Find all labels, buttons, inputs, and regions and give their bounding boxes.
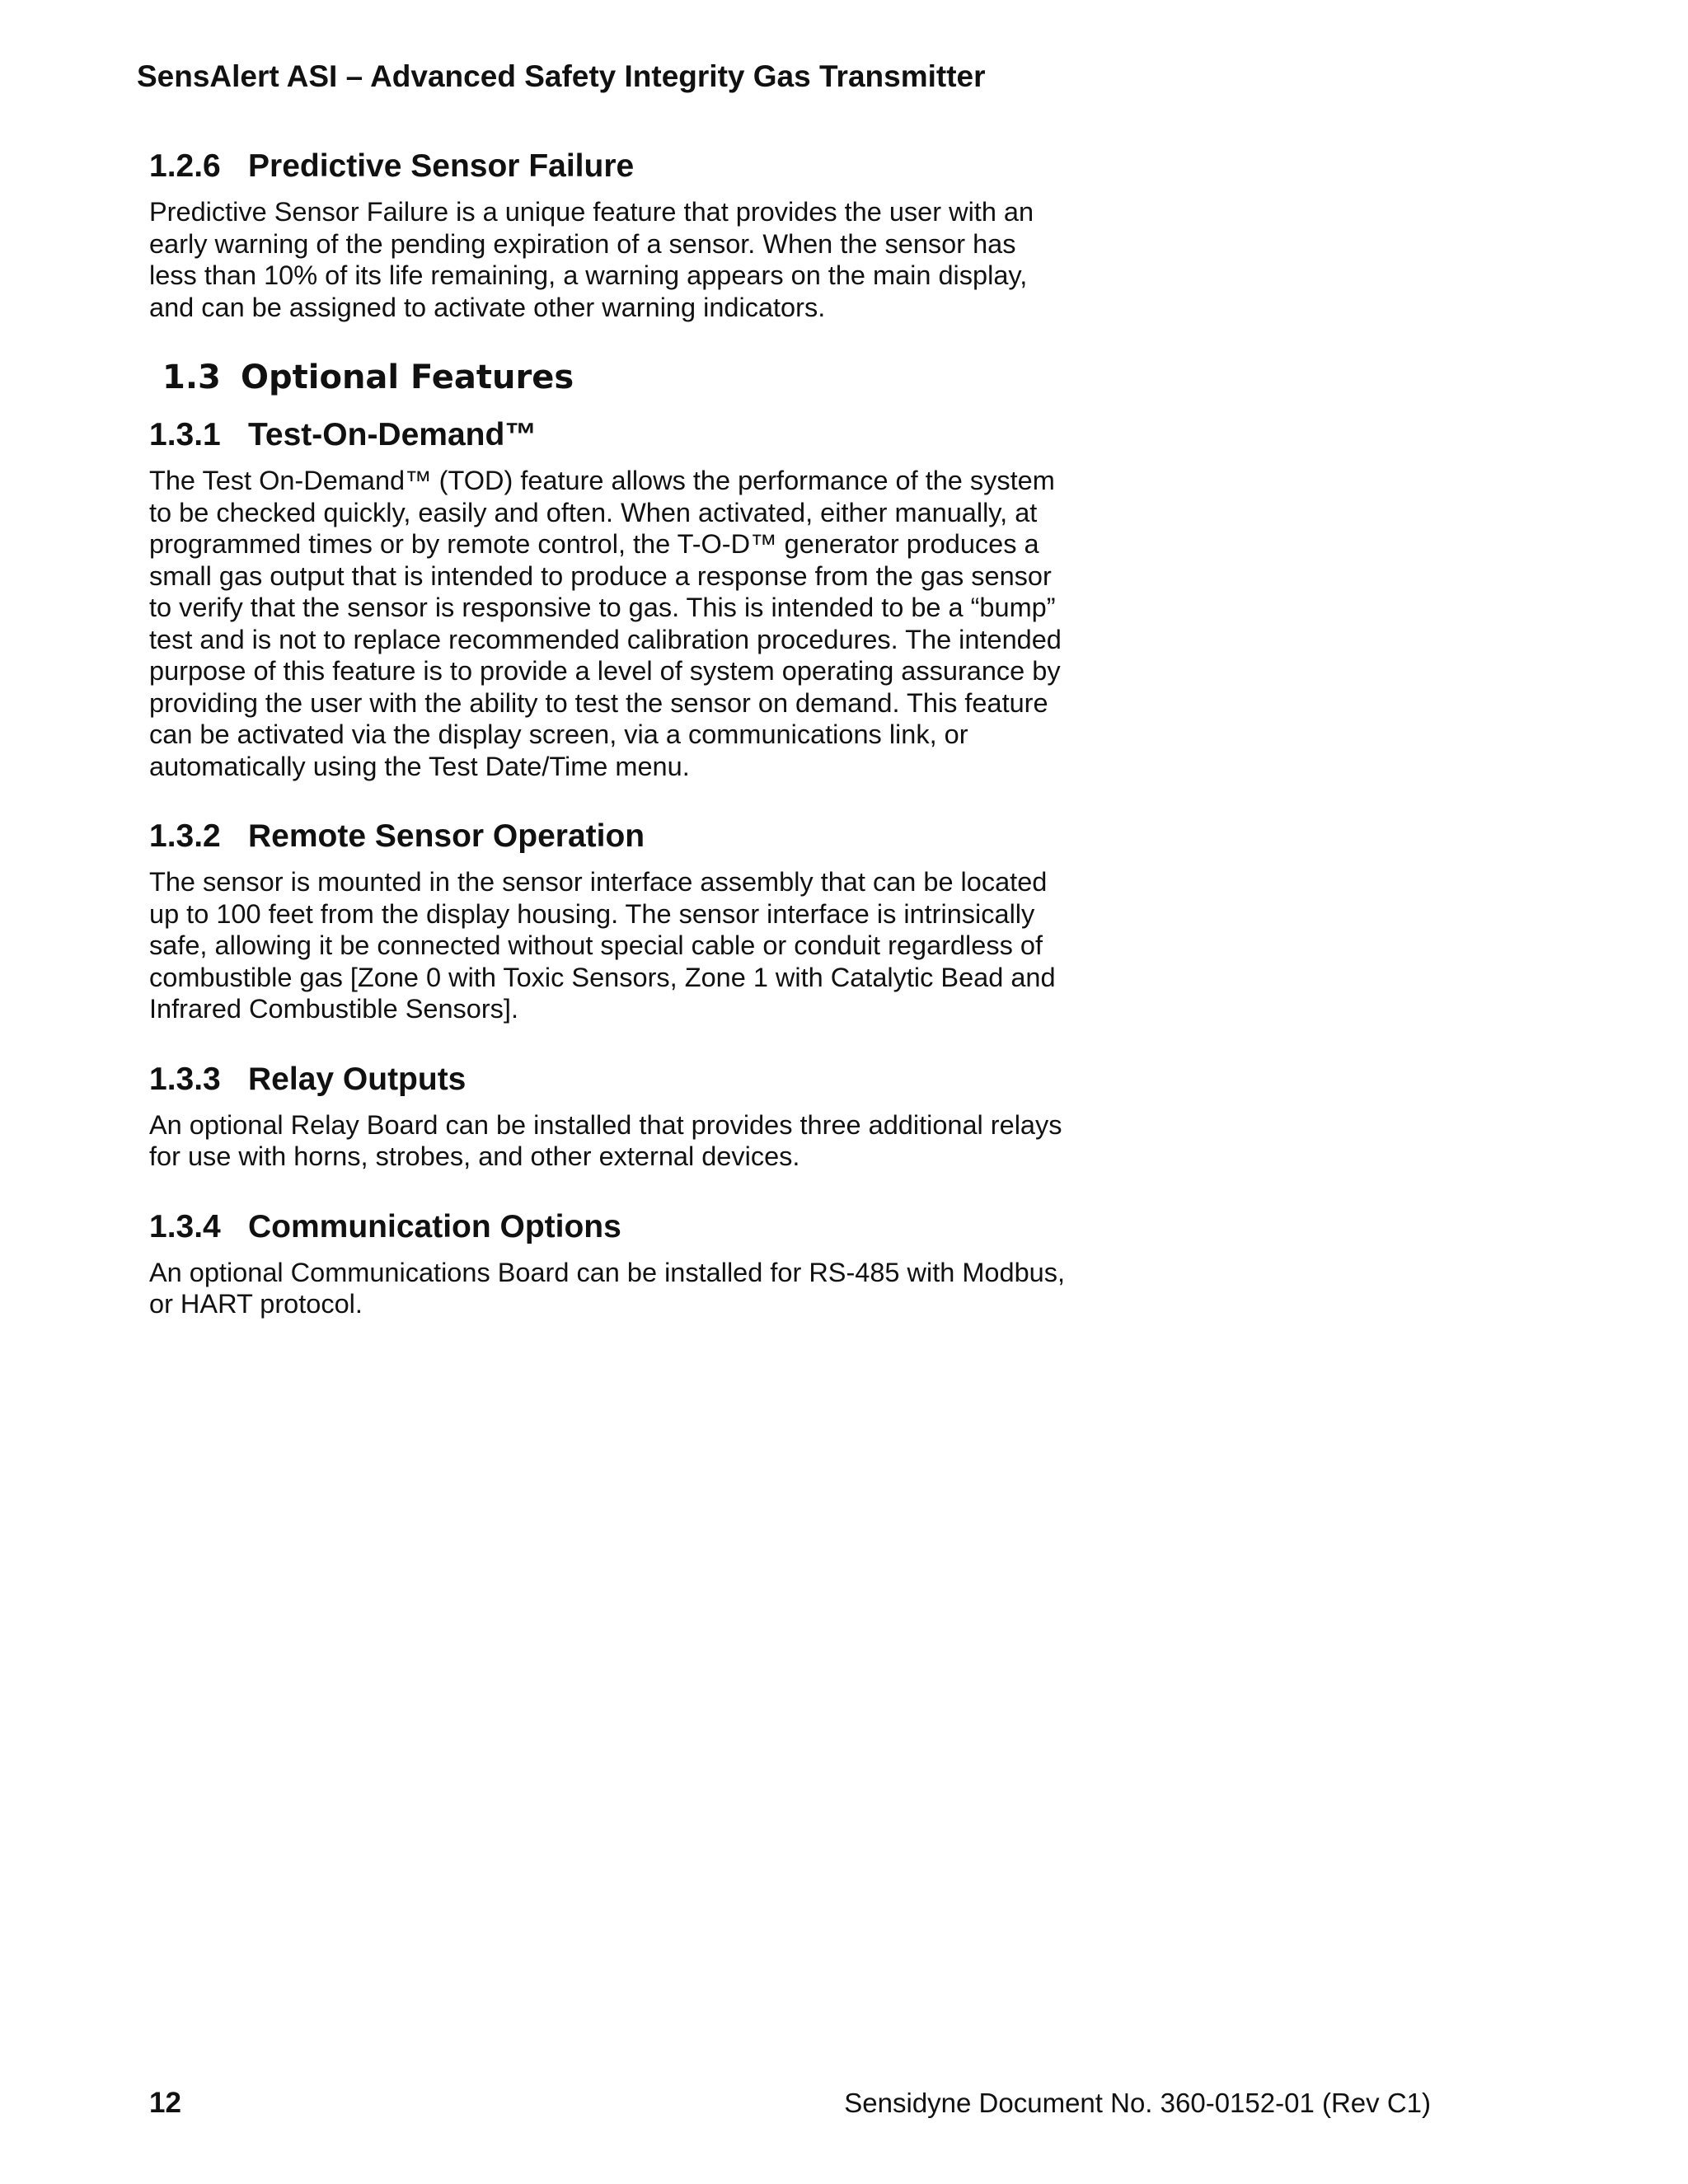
document-number: Sensidyne Document No. 360-0152-01 (Rev C1)	[844, 2088, 1431, 2118]
page-number: 12	[149, 2087, 181, 2119]
section-heading-1-3-1	[149, 415, 1097, 455]
section-title: Predictive Sensor Failure	[248, 148, 635, 184]
section-body-1-3-3: An optional Relay Board can be installed that provides three additional relays for use with horns, strobes, and other external devices.	[149, 1109, 1062, 1171]
section-heading-1-3-2	[149, 817, 1097, 856]
running-header: SensAlert ASI – Advanced Safety Integrity Gas Transmitter	[137, 59, 986, 93]
section-number: 1.3.3	[149, 1061, 221, 1097]
section-title: Optional Features	[241, 359, 574, 396]
section-body-1-3-4: An optional Communications Board can be installed for RS-485 with Modbus, or HART protocol.	[149, 1257, 1066, 1319]
section-number: 1.3.1	[149, 417, 221, 452]
page-content	[149, 147, 1097, 1320]
section-heading-1-3-4	[149, 1207, 1097, 1247]
section-body-1-2-6: Predictive Sensor Failure is a unique feature that provides the user with an early warning of the pending expiration of a sensor. When the sensor has less than 10% of its life remaining, a warning appears on the main display, and can be assigned to activate other warning indicators.	[149, 197, 1034, 322]
section-body-1-3-1: The Test On-Demand™ (TOD) feature allows the performance of the system to be checked quickly, easily and often. When activated, either manually, at programmed times or by remote control, the T-O-D™ generator produces a small gas output that is intended to produce a response from the gas sensor to verify that the sensor is responsive to gas. This is intended to be a “bump” test and is not to replace recommended calibration procedures. The intended purpose of this feature is to provide a level of system operating assurance by providing the user with the ability to test the sensor on demand. This feature can be activated via the display screen, via a communications link, or automatically using the Test Date/Time menu.	[149, 466, 1062, 781]
section-number: 1.3.4	[149, 1208, 221, 1244]
section-title: Test-On-Demand™	[248, 417, 537, 452]
section-title: Relay Outputs	[248, 1061, 467, 1097]
section-number: 1.3.2	[149, 818, 221, 854]
section-heading-1-2-6	[149, 147, 1097, 186]
section-body-1-3-2: The sensor is mounted in the sensor interface assembly that can be located up to 100 feet from the display housing. The sensor interface is intrinsically safe, allowing it be connected without special cable or conduit regardless of combustible gas [Zone 0 with Toxic Sensors, Zone 1 with Catalytic Bead and Infrared Combustible Sensors].	[149, 867, 1056, 1024]
section-title: Remote Sensor Operation	[248, 818, 645, 854]
section-title: Communication Options	[248, 1208, 621, 1244]
section-number: 1.2.6	[149, 148, 221, 184]
section-number: 1.3	[162, 359, 221, 396]
section-heading-1-3-3	[149, 1060, 1097, 1099]
section-heading-1-3	[162, 358, 1097, 397]
